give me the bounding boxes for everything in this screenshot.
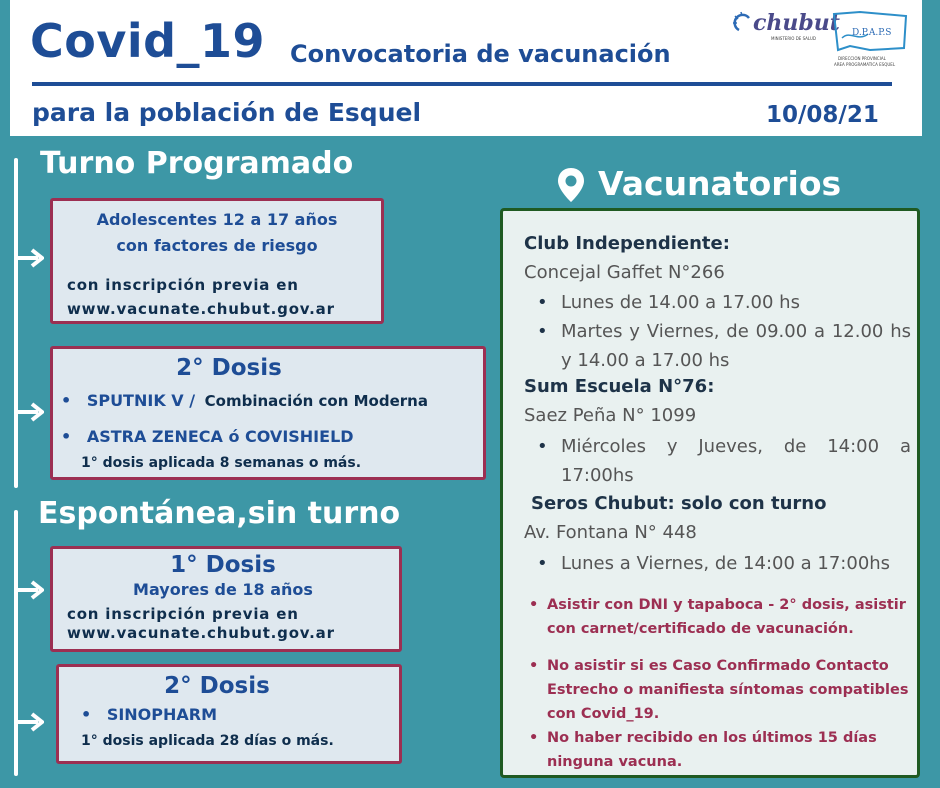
card-adolescentes-note1: con inscripción previa en xyxy=(67,276,299,294)
timeline-line-bottom xyxy=(14,510,18,776)
title-divider xyxy=(32,82,892,86)
card-segunda-dosis-1-title: 2° Dosis xyxy=(176,355,282,381)
card-primera-dosis-line1: Mayores de 18 años xyxy=(133,580,313,599)
bullet-astrazeneca: ASTRA ZENECA ó COVISHIELD xyxy=(86,427,354,446)
dpaps-logo-line1: DIRECCION PROVINCIAL xyxy=(838,56,886,61)
schedule-item: • Lunes a Viernes, de 14:00 a 17:00hs xyxy=(561,549,911,578)
turno-programado-heading: Turno Programado xyxy=(40,146,354,181)
page-title: Covid_19 xyxy=(30,14,266,68)
card-segunda-dosis-2 xyxy=(56,664,402,764)
place-name: Sum Escuela N°76: xyxy=(524,376,715,397)
card-adolescentes-line2: con factores de riesgo xyxy=(116,236,318,255)
place-address: Concejal Gaffet N°266 xyxy=(524,262,725,283)
espontanea-heading: Espontánea,sin turno xyxy=(38,496,401,531)
dpaps-logo xyxy=(830,8,912,78)
vacunatorios-heading: Vacunatorios xyxy=(598,164,842,203)
list-item xyxy=(61,427,354,446)
card-adolescentes-line1: Adolescentes 12 a 17 años xyxy=(96,210,338,229)
card-primera-dosis-note1: con inscripción previa en xyxy=(67,605,299,623)
date-label: 10/08/21 xyxy=(766,102,879,128)
arrow-right-icon xyxy=(14,246,44,270)
arrow-right-icon xyxy=(14,400,44,424)
page-subtitle-line2: para la población de Esquel xyxy=(32,98,422,127)
card-adolescentes-note2: www.vacunate.chubut.gov.ar xyxy=(67,300,335,318)
place-name: Seros Chubut: solo con turno xyxy=(531,493,827,514)
chubut-logo xyxy=(733,10,840,41)
arrow-right-icon xyxy=(14,578,44,602)
bullet-sputnik: SPUTNIK V / xyxy=(86,391,196,410)
list-item xyxy=(81,705,217,724)
card-segunda-dosis-1 xyxy=(50,346,486,480)
chubut-logo-text: chubut xyxy=(753,10,840,36)
card-segunda-dosis-1-note: 1° dosis aplicada 8 semanas o más. xyxy=(81,455,362,471)
place-name: Club Independiente: xyxy=(524,233,730,254)
schedule-item: • Lunes de 14.00 a 17.00 hs xyxy=(561,288,911,317)
schedule-item: • Martes y Viernes, de 09.00 a 12.00 hs y 14.00 a 17.00 hs xyxy=(561,317,911,375)
card-primera-dosis-note2: www.vacunate.chubut.gov.ar xyxy=(67,624,335,642)
warning-item: • No asistir si es Caso Confirmado Contacto Estrecho o manifiesta síntomas compatibles con Covid_19. xyxy=(547,654,917,726)
warning-item: • No haber recibido en los últimos 15 días ninguna vacuna. xyxy=(547,726,907,774)
card-primera-dosis-title: 1° Dosis xyxy=(170,552,276,578)
warning-item: • Asistir con DNI y tapaboca - 2° dosis, asistir con carnet/certificado de vacunación. xyxy=(547,593,917,641)
vacunatorios-panel xyxy=(500,208,920,778)
location-pin-icon xyxy=(556,166,586,204)
timeline-line-top xyxy=(14,158,18,488)
dpaps-logo-text: D.P.A.P.S xyxy=(852,28,892,38)
page-subtitle: Convocatoria de vacunación xyxy=(290,40,671,68)
card-segunda-dosis-2-title: 2° Dosis xyxy=(164,673,270,699)
place-address: Av. Fontana N° 448 xyxy=(524,522,697,543)
schedule-item: • Miércoles y Jueves, de 14:00 a 17:00hs xyxy=(561,432,911,490)
list-item xyxy=(61,391,428,410)
bullet-sputnik-detail: Combinación con Moderna xyxy=(204,392,428,410)
place-address: Saez Peña N° 1099 xyxy=(524,405,697,426)
dpaps-logo-line2: AREA PROGRAMATICA ESQUEL xyxy=(834,62,896,67)
header-banner xyxy=(10,0,922,136)
card-adolescentes xyxy=(50,198,384,324)
chubut-logo-sub: MINISTERIO DE SALUD xyxy=(771,36,816,41)
arrow-right-icon xyxy=(14,710,44,734)
card-segunda-dosis-2-note: 1° dosis aplicada 28 días o más. xyxy=(81,733,334,749)
card-primera-dosis xyxy=(50,546,402,652)
bullet-sinopharm: SINOPHARM xyxy=(106,705,218,724)
sun-icon xyxy=(733,10,753,34)
